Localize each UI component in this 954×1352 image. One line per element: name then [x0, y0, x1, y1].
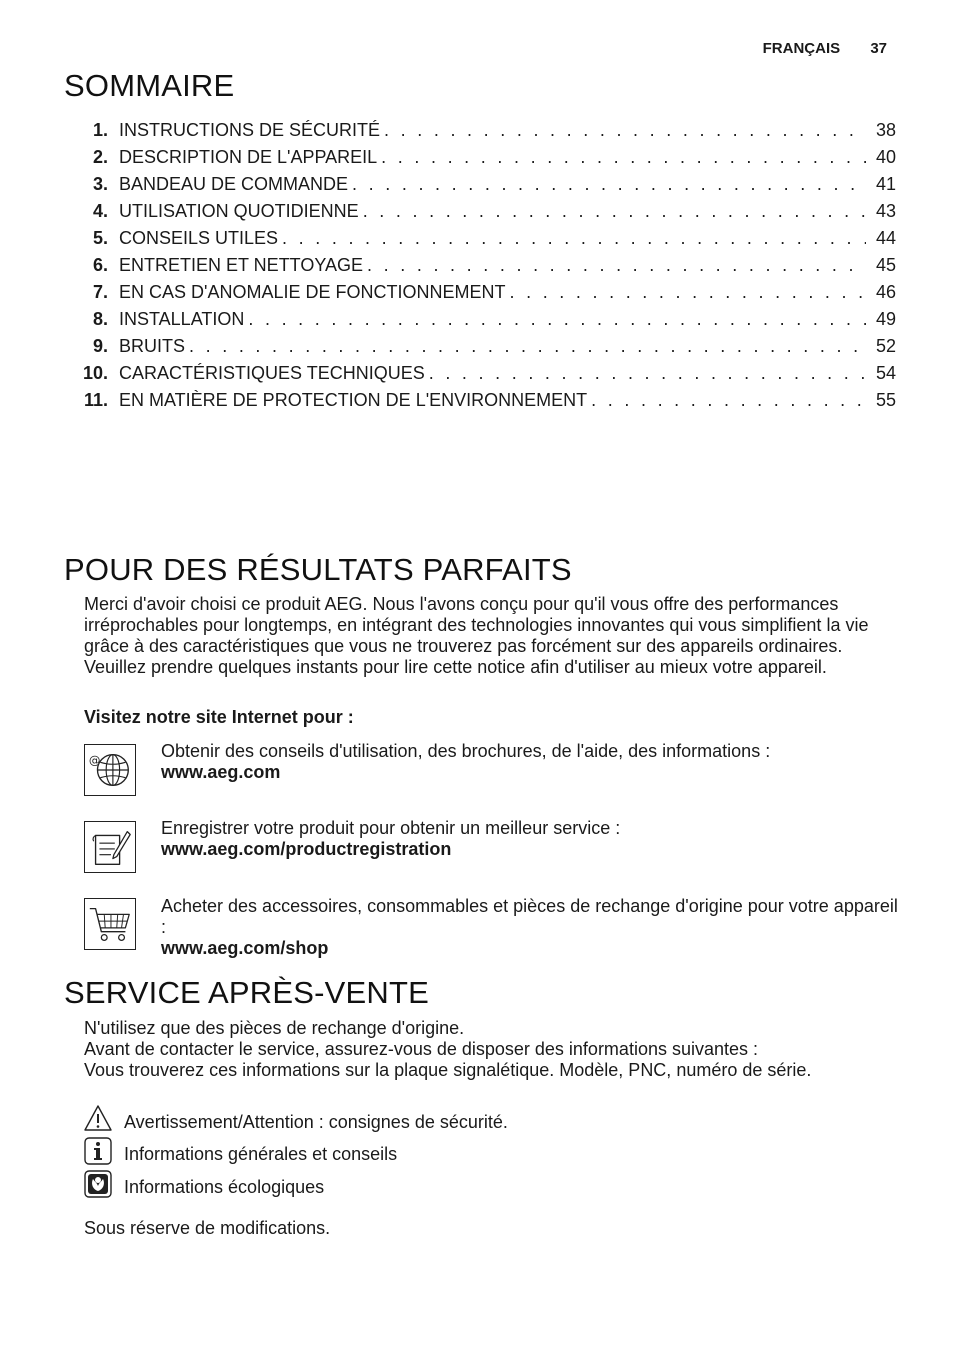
toc-title: BANDEAU DE COMMANDE: [119, 174, 349, 194]
toc-title: INSTRUCTIONS DE SÉCURITÉ: [119, 120, 381, 140]
toc-number: 7.: [92, 282, 108, 302]
service-line: N'utilisez que des pièces de rechange d'origine.: [84, 1018, 465, 1038]
website-link[interactable]: www.aeg.com: [161, 762, 281, 782]
page-header: [763, 40, 887, 57]
toc-entry[interactable]: [72, 147, 896, 174]
toc-entry[interactable]: [72, 174, 896, 201]
toc-number: 4.: [92, 201, 108, 221]
intro-paragraph: Merci d'avoir choisi ce produit AEG. Nous l'avons conçu pour qu'il vous offre des performances irréprochables pour longtemps, en intégrant des technologies innovantes qui vous simplifient la vie grâce à des caractéristiques que vous ne trouverez pas forcément sur des appareils ordinaires. Veuillez prendre quelques instants pour lire cette notice afin d'utiliser au mieux votre appareil.: [84, 594, 869, 677]
toc-title: INSTALLATION: [119, 309, 245, 329]
service-lines: [84, 1018, 899, 1081]
toc-title: EN CAS D'ANOMALIE DE FONCTIONNEMENT: [119, 282, 506, 302]
toc-entry[interactable]: [72, 390, 896, 417]
globe-icon: [84, 744, 136, 796]
info-icon: [84, 1137, 112, 1165]
toc-page: 55: [875, 390, 896, 410]
svg-text:@: @: [88, 753, 101, 768]
table-of-contents: [72, 120, 896, 417]
toc-title: ENTRETIEN ET NETTOYAGE: [119, 255, 364, 275]
website-item: [161, 741, 901, 783]
registration-form-icon: [84, 821, 136, 873]
toc-page: 52: [875, 336, 896, 356]
toc-entry[interactable]: [72, 201, 896, 228]
toc-number: 3.: [92, 174, 108, 194]
toc-number: 6.: [92, 255, 108, 275]
visit-label: Visitez notre site Internet pour :: [84, 707, 354, 727]
toc-leader: [363, 201, 866, 222]
toc-leader: [381, 147, 866, 168]
service-line: Vous trouverez ces informations sur la plaque signalétique. Modèle, PNC, numéro de série.: [84, 1060, 812, 1080]
language-label: FRANÇAIS: [762, 40, 841, 57]
toc-page: 40: [875, 147, 896, 167]
footer-note: Sous réserve de modifications.: [84, 1218, 331, 1238]
registration-link[interactable]: www.aeg.com/productregistration: [161, 839, 452, 859]
registration-item: [161, 818, 901, 860]
toc-leader: [509, 282, 866, 303]
warning-text: Avertissement/Attention : consignes de sécurité.: [124, 1112, 508, 1132]
toc-title: UTILISATION QUOTIDIENNE: [119, 201, 359, 221]
service-title: SERVICE APRÈS-VENTE: [64, 975, 430, 1010]
toc-title: CARACTÉRISTIQUES TECHNIQUES: [119, 363, 425, 383]
registration-item-text: Enregistrer votre produit pour obtenir un meilleur service :: [161, 818, 621, 838]
toc-entry[interactable]: [72, 120, 896, 147]
info-text: Informations générales et conseils: [124, 1144, 398, 1164]
toc-number: 2.: [92, 147, 108, 167]
toc-number: 5.: [92, 228, 108, 248]
sommaire-title: SOMMAIRE: [64, 68, 235, 103]
toc-number: 8.: [92, 309, 108, 329]
toc-entry[interactable]: [72, 309, 896, 336]
shop-item-text: Acheter des accessoires, consommables et pièces de rechange d'origine pour votre appareil :: [161, 896, 898, 937]
toc-page: 45: [875, 255, 896, 275]
toc-number: 11.: [83, 390, 108, 410]
toc-entry[interactable]: [72, 282, 896, 309]
eco-icon: [84, 1170, 112, 1198]
toc-number: 1.: [92, 120, 108, 140]
toc-title: DESCRIPTION DE L'APPAREIL: [119, 147, 378, 167]
toc-title: CONSEILS UTILES: [119, 228, 279, 248]
toc-leader: [384, 120, 866, 141]
toc-page: 41: [875, 174, 896, 194]
toc-leader: [591, 390, 866, 411]
toc-page: 46: [875, 282, 896, 302]
service-line: Avant de contacter le service, assurez-vous de disposer des informations suivantes :: [84, 1039, 759, 1059]
toc-entry[interactable]: [72, 363, 896, 390]
shop-link[interactable]: www.aeg.com/shop: [161, 938, 329, 958]
toc-leader: [352, 174, 866, 195]
toc-entry[interactable]: [72, 228, 896, 255]
toc-leader: [429, 363, 866, 384]
toc-page: 54: [875, 363, 896, 383]
toc-leader: [189, 336, 866, 357]
toc-number: 10.: [82, 363, 108, 383]
page-number: 37: [870, 40, 887, 57]
website-item-text: Obtenir des conseils d'utilisation, des brochures, de l'aide, des informations :: [161, 741, 771, 761]
toc-entry[interactable]: [72, 255, 896, 282]
eco-text: Informations écologiques: [124, 1177, 325, 1197]
toc-page: 43: [875, 201, 896, 221]
toc-page: 49: [875, 309, 896, 329]
toc-leader: [282, 228, 866, 249]
toc-page: 44: [875, 228, 896, 248]
toc-page: 38: [875, 120, 896, 140]
toc-title: BRUITS: [119, 336, 186, 356]
resultats-title: POUR DES RÉSULTATS PARFAITS: [64, 552, 572, 587]
toc-number: 9.: [92, 336, 108, 356]
toc-leader: [248, 309, 866, 330]
toc-title: EN MATIÈRE DE PROTECTION DE L'ENVIRONNEMENT: [119, 390, 588, 410]
shop-item: [161, 896, 901, 959]
warning-icon: [84, 1104, 112, 1132]
shopping-cart-icon: [84, 898, 136, 950]
toc-entry[interactable]: [72, 336, 896, 363]
toc-leader: [367, 255, 866, 276]
